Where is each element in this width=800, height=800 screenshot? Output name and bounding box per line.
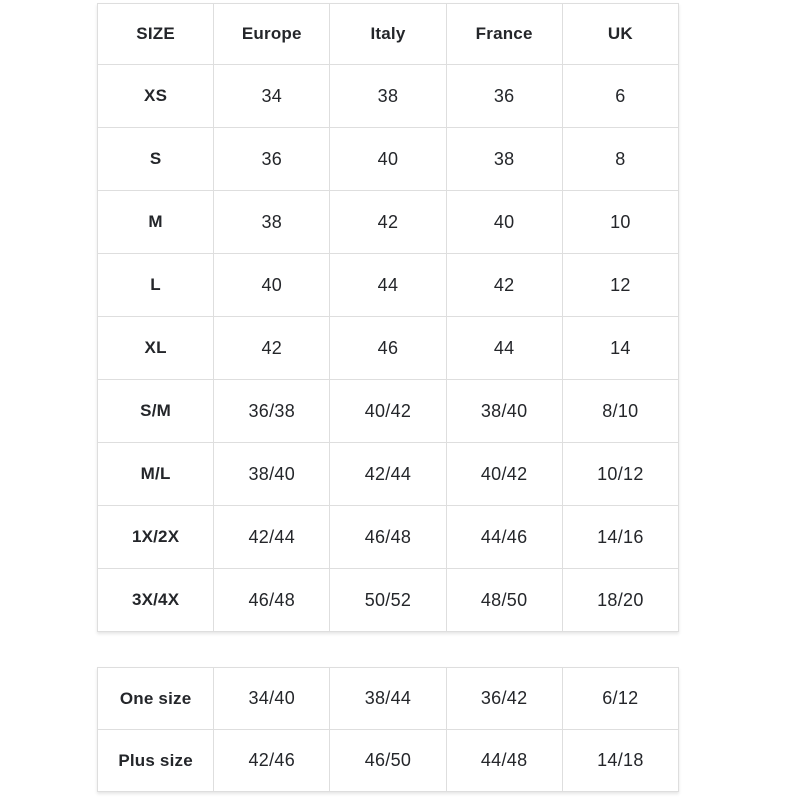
table-row xyxy=(98,128,679,191)
size-value-cell: 44 xyxy=(446,317,562,380)
column-header: Europe xyxy=(214,4,330,65)
size-value-cell: 36/38 xyxy=(214,380,330,443)
size-value-cell: 46/48 xyxy=(330,506,446,569)
size-row-label: 3X/4X xyxy=(98,569,214,632)
size-row-label: Plus size xyxy=(98,730,214,792)
header-row xyxy=(98,4,679,65)
table-row xyxy=(98,254,679,317)
size-value-cell: 42/44 xyxy=(214,506,330,569)
size-value-cell: 40 xyxy=(446,191,562,254)
size-value-cell: 6/12 xyxy=(562,668,678,730)
size-value-cell: 40/42 xyxy=(330,380,446,443)
size-value-cell: 42 xyxy=(214,317,330,380)
size-value-cell: 46/50 xyxy=(330,730,446,792)
size-value-cell: 44 xyxy=(330,254,446,317)
size-value-cell: 10 xyxy=(562,191,678,254)
size-value-cell: 38 xyxy=(330,65,446,128)
table-row xyxy=(98,380,679,443)
size-value-cell: 36 xyxy=(446,65,562,128)
size-value-cell: 38 xyxy=(446,128,562,191)
size-value-cell: 42 xyxy=(446,254,562,317)
size-value-cell: 38/40 xyxy=(214,443,330,506)
size-table-header xyxy=(98,4,679,65)
table-row xyxy=(98,443,679,506)
size-row-label: XS xyxy=(98,65,214,128)
size-row-label: S/M xyxy=(98,380,214,443)
table-row xyxy=(98,506,679,569)
size-value-cell: 42 xyxy=(330,191,446,254)
size-row-label: 1X/2X xyxy=(98,506,214,569)
size-value-cell: 40 xyxy=(214,254,330,317)
size-value-cell: 48/50 xyxy=(446,569,562,632)
size-value-cell: 44/46 xyxy=(446,506,562,569)
size-row-label: M/L xyxy=(98,443,214,506)
table-row xyxy=(98,191,679,254)
size-row-label: One size xyxy=(98,668,214,730)
column-header: SIZE xyxy=(98,4,214,65)
size-value-cell: 10/12 xyxy=(562,443,678,506)
size-value-cell: 42/44 xyxy=(330,443,446,506)
column-header: UK xyxy=(562,4,678,65)
size-value-cell: 38/44 xyxy=(330,668,446,730)
size-value-cell: 46/48 xyxy=(214,569,330,632)
size-table-body xyxy=(98,65,679,632)
size-value-cell: 36 xyxy=(214,128,330,191)
size-value-cell: 34 xyxy=(214,65,330,128)
size-value-cell: 36/42 xyxy=(446,668,562,730)
size-value-cell: 14/16 xyxy=(562,506,678,569)
size-value-cell: 50/52 xyxy=(330,569,446,632)
table-row xyxy=(98,65,679,128)
size-value-cell: 18/20 xyxy=(562,569,678,632)
size-value-cell: 8 xyxy=(562,128,678,191)
column-header: France xyxy=(446,4,562,65)
table-row xyxy=(98,668,679,730)
secondary-table-body xyxy=(98,668,679,792)
size-row-label: L xyxy=(98,254,214,317)
size-value-cell: 34/40 xyxy=(214,668,330,730)
size-value-cell: 44/48 xyxy=(446,730,562,792)
one-size-plus-size-table xyxy=(97,667,679,792)
table-row xyxy=(98,569,679,632)
size-value-cell: 14/18 xyxy=(562,730,678,792)
size-value-cell: 14 xyxy=(562,317,678,380)
size-row-label: S xyxy=(98,128,214,191)
size-value-cell: 40/42 xyxy=(446,443,562,506)
size-value-cell: 6 xyxy=(562,65,678,128)
size-row-label: M xyxy=(98,191,214,254)
size-row-label: XL xyxy=(98,317,214,380)
size-value-cell: 38/40 xyxy=(446,380,562,443)
size-value-cell: 12 xyxy=(562,254,678,317)
size-value-cell: 40 xyxy=(330,128,446,191)
size-value-cell: 46 xyxy=(330,317,446,380)
size-value-cell: 8/10 xyxy=(562,380,678,443)
size-conversion-table xyxy=(97,3,679,632)
size-value-cell: 42/46 xyxy=(214,730,330,792)
column-header: Italy xyxy=(330,4,446,65)
table-row xyxy=(98,317,679,380)
size-value-cell: 38 xyxy=(214,191,330,254)
table-row xyxy=(98,730,679,792)
